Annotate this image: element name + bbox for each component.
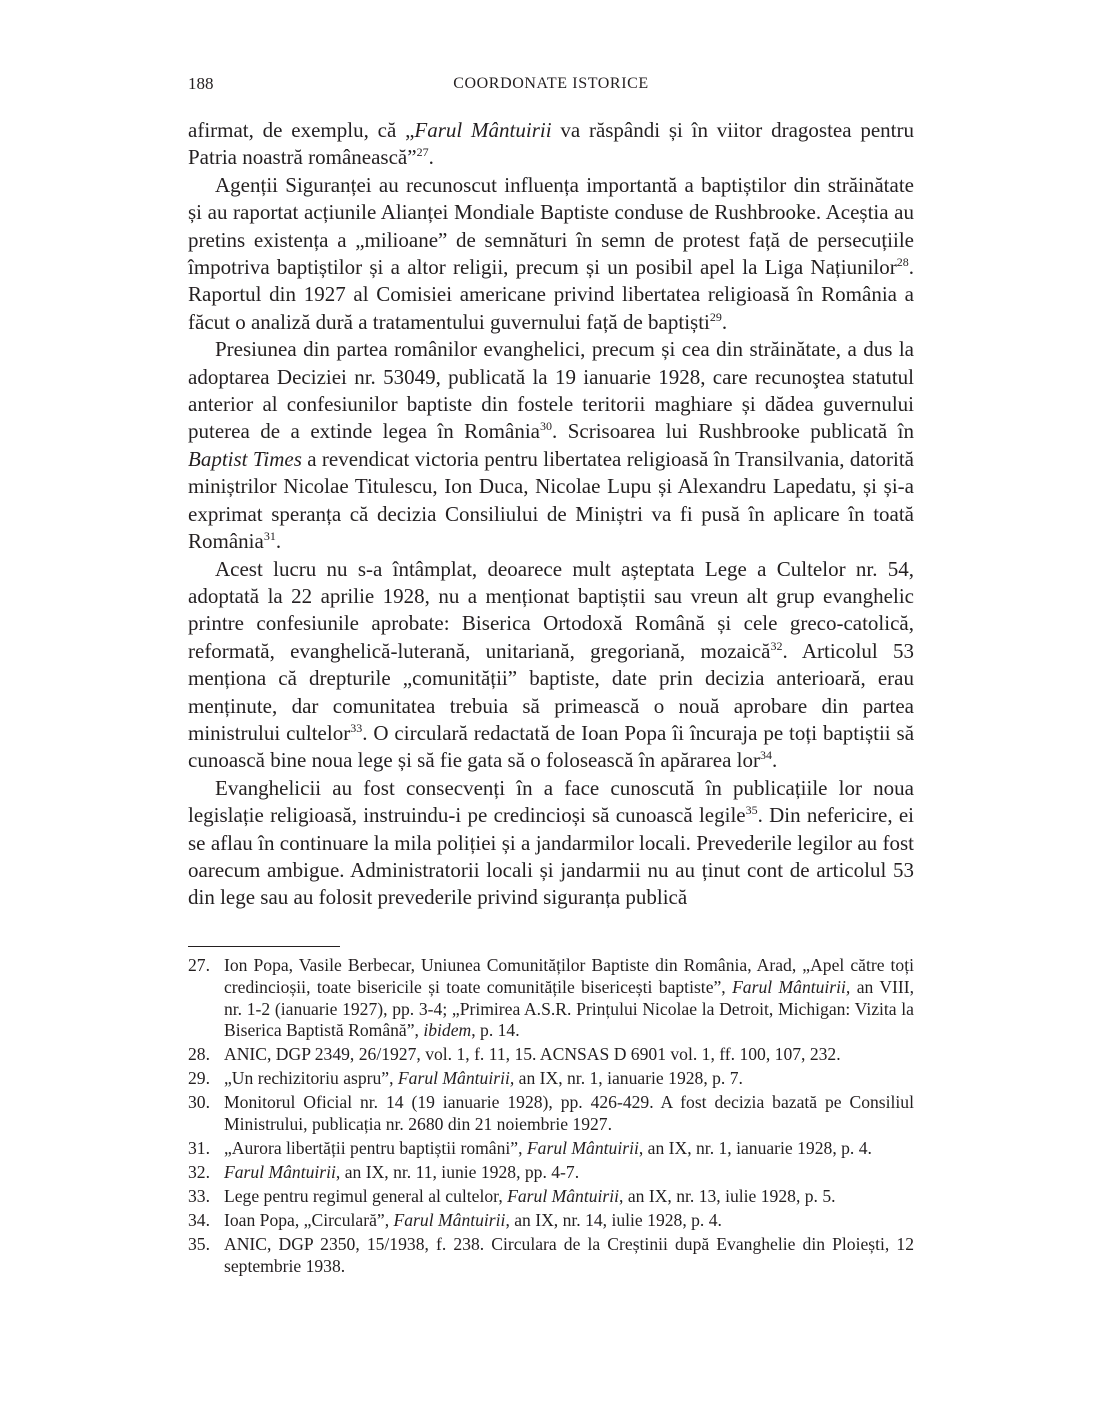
- footnote-number: 33.: [188, 1186, 210, 1207]
- text-run: . Scrisoarea lui Rushbrooke publicată în: [552, 419, 914, 444]
- page-number: 188: [188, 74, 214, 93]
- footnote: [188, 955, 914, 1042]
- italic-text: Farul Mântuirii,: [397, 1068, 515, 1089]
- italic-text: Farul Mântuirii: [414, 118, 552, 142]
- footnote: [188, 1138, 914, 1160]
- text-run: Monitorul Oficial nr. 14 (19 ianuarie 1928), pp. 426-429. A fost decizia bazată pe Consiliul Ministrului, publicația nr. 2680 din 21 noiembrie 1927.: [224, 1092, 914, 1135]
- text-run: , p. 14.: [471, 1020, 520, 1041]
- text-run: Acest lucru nu s-a întâmplat, deoarece mult așteptata Lege a Cultelor nr. 54, adoptată la 22 aprilie 1928, nu a menționat baptiștii sau vreun alt grup evanghelic printre confesiunile aprobate: Biserica Ortodoxă Română și cele greco-catolică, reformată, evanghelică-luterană, unitariană, gregoriană, mozaică: [188, 556, 914, 663]
- body-text: [188, 117, 914, 912]
- paragraph: [188, 336, 914, 555]
- footnote-number: 31.: [188, 1138, 210, 1159]
- footnote-number: 28.: [188, 1044, 210, 1065]
- text-run: an IX, nr. 1, ianuarie 1928, p. 7.: [514, 1068, 743, 1089]
- text-run: an VIII, nr. 1-2 (ianuarie 1927), pp. 3-4; „Primirea A.S.R. Prințului Nicolae la Detroit, Michigan: Vizita la Biserica Baptistă Română”,: [224, 976, 915, 1041]
- text-run: .: [721, 309, 728, 334]
- footnote-ref: 30: [540, 419, 552, 434]
- text-run: , an IX, nr. 11, iunie 1928, pp. 4-7.: [335, 1162, 580, 1183]
- footnote-ref: 31: [263, 529, 276, 544]
- text-run: .: [428, 145, 434, 170]
- paragraph: [188, 556, 914, 775]
- text-run: „Aurora libertății pentru baptiștii români”,: [224, 1138, 527, 1159]
- text-run: , an IX, nr. 14, iulie 1928, p. 4.: [505, 1210, 722, 1231]
- text-run: ANIC, DGP 2349, 26/1927, vol. 1, f. 11, 15. ACNSAS D 6901 vol. 1, ff. 100, 107, 232.: [224, 1044, 841, 1065]
- text-run: . O circulară redactată de Ioan Popa îi încuraja pe toți baptiștii să cunoască bine noua lege și să fie gata să o folosească în apărarea lor: [188, 720, 915, 773]
- footnote: [188, 1092, 914, 1136]
- italic-text: ibidem: [423, 1020, 472, 1041]
- footnote: [188, 1044, 914, 1066]
- italic-text: Farul Mântuirii: [393, 1210, 506, 1231]
- paragraph: [188, 775, 914, 912]
- text-run: . Raportul din 1927 al Comisiei americane privind libertatea religioasă în România a făcut o analiză dură a tratamentului guvernului față de baptiști: [188, 255, 914, 334]
- italic-text: Farul Mântuirii: [526, 1138, 639, 1159]
- footnote-ref: 33: [350, 720, 363, 735]
- text-run: ANIC, DGP 2350, 15/1938, f. 238. Circulara de la Creștinii după Evanghelie din Ploiești, 12 septembrie 1938.: [224, 1234, 914, 1276]
- text-run: Evanghelicii au fost consecvenți în a face cunoscută în publicațiile lor noua legislație religioasă, instruindu-i pe credincioși să cunoască legile: [188, 775, 914, 828]
- text-run: Ion Popa, Vasile Berbecar, Uniunea Comunităților Baptiste din România, Arad, „Apel către toți credincioșii, toate bisericile și toate comunitățile bisericești baptiste”,: [224, 955, 914, 997]
- footnote: [188, 1186, 914, 1208]
- footnote-ref: 29: [709, 309, 722, 324]
- text-run: .: [771, 748, 778, 773]
- footnote-number: 30.: [188, 1092, 210, 1113]
- footnote: [188, 1210, 914, 1232]
- paragraph: [188, 117, 914, 172]
- text-run: , an IX, nr. 13, iulie 1928, p. 5.: [619, 1186, 836, 1207]
- text-run: Lege pentru regimul general al cultelor,: [224, 1186, 508, 1207]
- text-run: Presiunea din partea românilor evanghelici, precum și cea din străinătate, a dus la adoptarea Deciziei nr. 53049, publicată la 19 ianuarie 1928, care recunoştea statutul anterior al confesiunilor baptiste din fostele teritorii maghiare și dădea guvernului puterea de a extinde legea în România: [188, 337, 914, 444]
- italic-text: Farul Mântuirii: [224, 1162, 336, 1183]
- footnote-number: 29.: [188, 1068, 210, 1089]
- footnotes: [188, 955, 914, 1280]
- footnote-number: 27.: [188, 955, 210, 975]
- text-run: va răspândi și în viitor dragostea pentru Patria noastră românească”: [188, 118, 914, 170]
- footnote-ref: 27: [416, 145, 429, 160]
- footnote-number: 35.: [188, 1234, 210, 1255]
- footnote-ref: 28: [896, 255, 909, 270]
- italic-text: Farul Mântuirii,: [732, 976, 851, 997]
- italic-text: Farul Mântuirii: [507, 1186, 620, 1207]
- footnote: [188, 1162, 914, 1184]
- footnote-separator: [188, 946, 340, 947]
- text-run: Agenții Siguranței au recunoscut influența importantă a baptiștilor din străinătate și au raportat acțiunile Alianței Mondiale Baptiste conduse de Rushbrooke. Aceștia au pretins existența a „milioane” de semnături în semn de protest față de persecuțiile împotriva baptiștilor și a altor religii, precum și un posibil apel la Liga Națiunilor: [188, 172, 914, 280]
- footnote: [188, 1234, 914, 1278]
- footnote-ref: 34: [759, 748, 772, 763]
- page-header: [188, 73, 914, 95]
- footnote-number: 32.: [188, 1162, 210, 1183]
- text-run: .: [275, 529, 282, 554]
- footnote-ref: 35: [745, 803, 758, 818]
- italic-text: Baptist Times: [188, 446, 302, 471]
- text-run: Ioan Popa, „Circulară”,: [224, 1210, 394, 1231]
- footnote-ref: 32: [770, 638, 783, 653]
- text-run: „Un rechizitoriu aspru”,: [224, 1068, 398, 1089]
- running-title: COORDONATE ISTORICE: [453, 75, 649, 92]
- footnote: [188, 1068, 914, 1090]
- text-run: a revendicat victoria pentru libertatea religioasă în Transilvania, datorită miniștrilor Nicolae Titulescu, Ion Duca, Nicolae Lupu și Alexandru Lapedatu, și și-a exprimat speranța că decizia Consiliului de Miniștri va fi pusă în aplicare în toată România: [188, 446, 914, 554]
- text-run: . Din nefericire, ei se aflau în continuare la mila poliției și a jandarmilor locali. Prevederile legilor au fost oarecum ambigue. Administratorii locali și jandarmii nu au ținut cont de articolul 53 din lege sau au folosit prevederile privind siguranța publică: [188, 803, 914, 910]
- paragraph: [188, 172, 914, 336]
- text-run: afirmat, de exemplu, că „: [188, 118, 415, 142]
- footnote-number: 34.: [188, 1210, 210, 1231]
- text-run: , an IX, nr. 1, ianuarie 1928, p. 4.: [638, 1138, 872, 1159]
- text-run: . Articolul 53 menționa că drepturile „comunității” baptiste, date prin decizia anterioară, erau menținute, dar comunitatea trebuia să primească o nouă aprobare din partea ministrului cultelor: [188, 638, 914, 745]
